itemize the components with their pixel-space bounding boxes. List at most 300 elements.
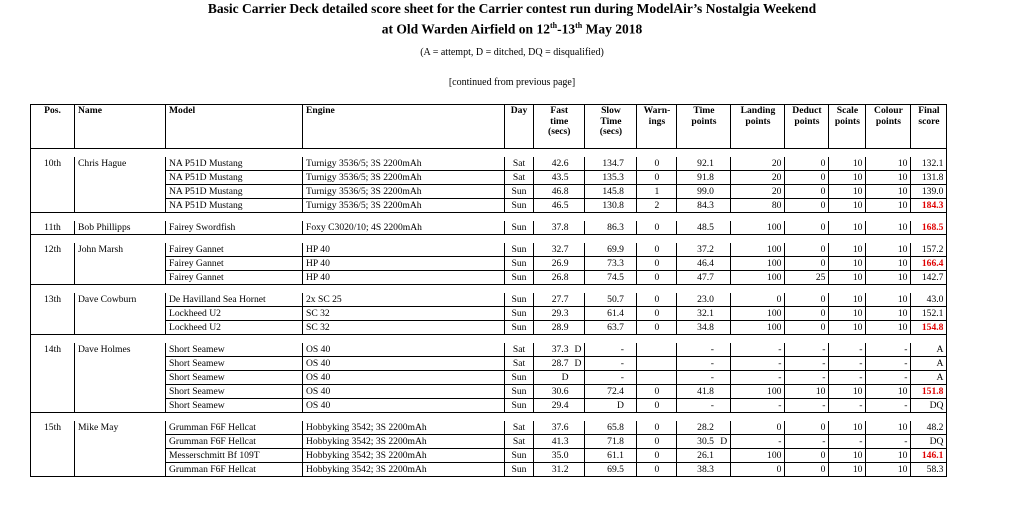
scale-cell: 10 (829, 421, 866, 435)
colour-cell: 10 (866, 307, 911, 321)
fflag-cell (572, 293, 585, 307)
day-cell: Sun (505, 371, 534, 385)
spacer-row (31, 413, 947, 422)
flag-cell (627, 293, 637, 307)
ded-cell: 0 (785, 463, 829, 477)
land-cell: 0 (731, 463, 785, 477)
ded-cell: - (785, 343, 829, 357)
table-row (31, 399, 947, 413)
table-row (31, 257, 947, 271)
flag-cell (627, 157, 637, 171)
spacer-row (31, 149, 947, 158)
fflag-cell (572, 171, 585, 185)
fast-cell: 29.3 (534, 307, 572, 321)
pilot-name-cell: Dave Cowburn (75, 293, 166, 307)
model-cell: Messerschmitt Bf 109T (166, 449, 303, 463)
position-cell: 12th (43, 244, 62, 256)
day-cell: Sun (505, 399, 534, 413)
engine-cell: Foxy C3020/10; 4S 2200mAh (303, 221, 505, 235)
model-cell: Short Seamew (166, 399, 303, 413)
title-line-2: at Old Warden Airfield on 12th-13th May 2018 (381, 21, 643, 37)
colour-cell: 10 (866, 157, 911, 171)
table-row (31, 243, 947, 257)
tp-cell: 37.2 (677, 243, 717, 257)
colour-cell: 10 (866, 257, 911, 271)
colour-cell: 10 (866, 199, 911, 213)
flag-cell (627, 435, 637, 449)
final-cell: 48.2 (911, 421, 947, 435)
land-cell: - (731, 343, 785, 357)
tflag-cell (717, 385, 731, 399)
model-cell: Short Seamew (166, 357, 303, 371)
tflag-cell (717, 185, 731, 199)
pilot-name-cell (75, 199, 166, 213)
scale-cell: 10 (829, 243, 866, 257)
slow-cell: 71.8 (585, 435, 627, 449)
flag-cell (627, 307, 637, 321)
col-warnings: Warn- ings (637, 105, 677, 149)
day-cell: Sun (505, 257, 534, 271)
pilot-name-cell (75, 463, 166, 477)
fast-cell: 42.6 (534, 157, 572, 171)
warn-cell: 1 (637, 185, 677, 199)
flag-cell (627, 399, 637, 413)
table-row (31, 199, 947, 213)
slow-cell: 145.8 (585, 185, 627, 199)
tp-cell: - (677, 371, 717, 385)
ded-cell: 0 (785, 243, 829, 257)
ded-cell: 0 (785, 185, 829, 199)
warn-cell: 0 (637, 449, 677, 463)
position-cell: 14th (43, 344, 62, 356)
day-cell: Sat (505, 357, 534, 371)
ded-cell: 25 (785, 271, 829, 285)
day-cell: Sat (505, 171, 534, 185)
col-landing: Landing points (731, 105, 785, 149)
table-row (31, 357, 947, 371)
fflag-cell (572, 257, 585, 271)
tp-cell: 46.4 (677, 257, 717, 271)
fflag-cell: D (572, 357, 585, 371)
position-cell: 11th (31, 221, 75, 235)
fast-cell: 37.8 (534, 221, 572, 235)
day-cell: Sun (505, 307, 534, 321)
tflag-cell (717, 199, 731, 213)
engine-cell: OS 40 (303, 399, 505, 413)
fast-cell: 26.8 (534, 271, 572, 285)
final-cell: 157.2 (911, 243, 947, 257)
col-slow: Slow Time (secs) (585, 105, 637, 149)
colour-cell: 10 (866, 243, 911, 257)
table-row (31, 307, 947, 321)
engine-cell: Turnigy 3536/5; 3S 2200mAh (303, 157, 505, 171)
day-cell: Sun (505, 321, 534, 335)
position-cell (31, 257, 75, 271)
tflag-cell (717, 257, 731, 271)
position-cell (31, 357, 75, 371)
final-cell: 131.8 (911, 171, 947, 185)
position-cell (31, 321, 75, 335)
model-cell: Short Seamew (166, 343, 303, 357)
engine-cell: HP 40 (303, 243, 505, 257)
pilot-name-cell (75, 185, 166, 199)
slow-cell: 135.3 (585, 171, 627, 185)
tflag-cell (717, 463, 731, 477)
colour-cell: - (866, 343, 911, 357)
final-cell: 154.8 (911, 321, 947, 335)
tp-cell: 41.8 (677, 385, 717, 399)
slow-cell: 69.9 (585, 243, 627, 257)
fflag-cell (572, 271, 585, 285)
warn-cell: 0 (637, 421, 677, 435)
position-cell (31, 307, 75, 321)
slow-cell: 61.1 (585, 449, 627, 463)
ded-cell: 10 (785, 385, 829, 399)
spacer-row (31, 235, 947, 244)
spacer-row (31, 285, 947, 294)
flag-cell (627, 321, 637, 335)
table-row (31, 293, 947, 307)
land-cell: 100 (731, 271, 785, 285)
fast-cell: 46.8 (534, 185, 572, 199)
warn-cell: 0 (637, 271, 677, 285)
ded-cell: 0 (785, 307, 829, 321)
model-cell: Fairey Gannet (166, 243, 303, 257)
warn-cell (637, 357, 677, 371)
flag-cell (627, 221, 637, 235)
warn-cell: 0 (637, 463, 677, 477)
land-cell: 20 (731, 157, 785, 171)
fast-cell: 30.6 (534, 385, 572, 399)
position-cell (31, 199, 75, 213)
flag-cell (627, 385, 637, 399)
tp-cell: 23.0 (677, 293, 717, 307)
model-cell: Fairey Swordfish (166, 221, 303, 235)
land-cell: 100 (731, 449, 785, 463)
model-cell: Short Seamew (166, 385, 303, 399)
tp-cell: - (677, 343, 717, 357)
pilot-name-cell (75, 371, 166, 385)
colour-cell: - (866, 357, 911, 371)
ded-cell: 0 (785, 293, 829, 307)
land-cell: 80 (731, 199, 785, 213)
final-cell: 151.8 (911, 385, 947, 399)
flag-cell (627, 357, 637, 371)
fflag-cell (572, 243, 585, 257)
table-row (31, 371, 947, 385)
tp-cell: 32.1 (677, 307, 717, 321)
tp-cell: 48.5 (677, 221, 717, 235)
col-deduct: Deduct points (785, 105, 829, 149)
day-cell: Sun (505, 449, 534, 463)
final-cell: 139.0 (911, 185, 947, 199)
final-cell: A (911, 343, 947, 357)
ded-cell: - (785, 435, 829, 449)
position-cell: 10th (43, 158, 62, 170)
model-cell: Lockheed U2 (166, 307, 303, 321)
scale-cell: 10 (829, 199, 866, 213)
fast-cell: D (534, 371, 572, 385)
slow-cell: - (585, 371, 627, 385)
slow-cell: 72.4 (585, 385, 627, 399)
tp-cell: 26.1 (677, 449, 717, 463)
scale-cell: 10 (829, 221, 866, 235)
table-row (31, 449, 947, 463)
tp-cell: 84.3 (677, 199, 717, 213)
flag-cell (627, 271, 637, 285)
scale-cell: 10 (829, 463, 866, 477)
day-cell: Sun (505, 293, 534, 307)
colour-cell: 10 (866, 449, 911, 463)
pilot-name-cell (75, 257, 166, 271)
final-cell: A (911, 371, 947, 385)
fast-cell: 35.0 (534, 449, 572, 463)
land-cell: 0 (731, 293, 785, 307)
land-cell: - (731, 399, 785, 413)
engine-cell: Hobbyking 3542; 3S 2200mAh (303, 449, 505, 463)
tp-cell: 34.8 (677, 321, 717, 335)
warn-cell: 0 (637, 307, 677, 321)
scale-cell: 10 (829, 385, 866, 399)
flag-cell (627, 421, 637, 435)
engine-cell: HP 40 (303, 257, 505, 271)
table-row (31, 321, 947, 335)
ded-cell: 0 (785, 321, 829, 335)
tflag-cell (717, 421, 731, 435)
land-cell: 20 (731, 171, 785, 185)
engine-cell: 2x SC 25 (303, 293, 505, 307)
col-engine: Engine (303, 105, 505, 149)
day-cell: Sat (505, 343, 534, 357)
slow-cell: 86.3 (585, 221, 627, 235)
fflag-cell (572, 385, 585, 399)
model-cell: Lockheed U2 (166, 321, 303, 335)
day-cell: Sun (505, 463, 534, 477)
ded-cell: 0 (785, 421, 829, 435)
model-cell: NA P51D Mustang (166, 199, 303, 213)
engine-cell: OS 40 (303, 357, 505, 371)
fast-cell: 29.4 (534, 399, 572, 413)
ded-cell: 0 (785, 157, 829, 171)
colour-cell: 10 (866, 171, 911, 185)
tp-cell: 99.0 (677, 185, 717, 199)
slow-cell: - (585, 343, 627, 357)
day-cell: Sat (505, 435, 534, 449)
col-colour: Colour points (866, 105, 911, 149)
fast-cell: 37.3 (534, 343, 572, 357)
scale-cell: 10 (829, 157, 866, 171)
final-cell: 142.7 (911, 271, 947, 285)
fast-cell: 43.5 (534, 171, 572, 185)
fflag-cell (572, 157, 585, 171)
day-cell: Sun (505, 385, 534, 399)
scale-cell: - (829, 371, 866, 385)
fflag-cell (572, 371, 585, 385)
pilot-name-cell: Bob Phillipps (75, 221, 166, 235)
fast-cell: 37.6 (534, 421, 572, 435)
tflag-cell (717, 399, 731, 413)
model-cell: NA P51D Mustang (166, 171, 303, 185)
final-cell: 146.1 (911, 449, 947, 463)
fast-cell: 28.9 (534, 321, 572, 335)
tp-cell: 28.2 (677, 421, 717, 435)
fflag-cell: D (572, 343, 585, 357)
pilot-name-cell (75, 357, 166, 371)
model-cell: Grumman F6F Hellcat (166, 421, 303, 435)
table-row (31, 385, 947, 399)
fast-cell: 32.7 (534, 243, 572, 257)
flag-cell (627, 343, 637, 357)
final-cell: 132.1 (911, 157, 947, 171)
fflag-cell (572, 185, 585, 199)
colour-cell: 10 (866, 463, 911, 477)
tflag-cell (717, 157, 731, 171)
pilot-name-cell (75, 449, 166, 463)
position-cell (31, 399, 75, 413)
scale-cell: 10 (829, 271, 866, 285)
land-cell: 0 (731, 421, 785, 435)
col-time-points: Time points (677, 105, 731, 149)
position-cell (31, 371, 75, 385)
position-cell (31, 171, 75, 185)
table-row (31, 157, 947, 171)
table-row (31, 171, 947, 185)
slow-cell: 74.5 (585, 271, 627, 285)
ded-cell: - (785, 357, 829, 371)
position-cell (31, 435, 75, 449)
land-cell: - (731, 357, 785, 371)
tp-cell: 30.5 (677, 435, 717, 449)
ded-cell: 0 (785, 257, 829, 271)
day-cell: Sun (505, 185, 534, 199)
model-cell: Fairey Gannet (166, 257, 303, 271)
fflag-cell (572, 307, 585, 321)
tflag-cell (717, 357, 731, 371)
warn-cell: 0 (637, 435, 677, 449)
pilot-name-cell (75, 399, 166, 413)
pilot-name-cell (75, 321, 166, 335)
tflag-cell (717, 271, 731, 285)
final-cell: DQ (911, 399, 947, 413)
scale-cell: 10 (829, 321, 866, 335)
tflag-cell (717, 243, 731, 257)
model-cell: Grumman F6F Hellcat (166, 435, 303, 449)
slow-cell: 134.7 (585, 157, 627, 171)
fflag-cell (572, 435, 585, 449)
col-final: Final score (911, 105, 947, 149)
legend-note: (A = attempt, D = ditched, DQ = disqualified) (420, 47, 604, 58)
land-cell: 100 (731, 307, 785, 321)
table-row (31, 221, 947, 235)
position-cell: 13th (43, 294, 62, 306)
slow-cell: 69.5 (585, 463, 627, 477)
tp-cell: - (677, 357, 717, 371)
land-cell: 100 (731, 385, 785, 399)
tp-cell: 47.7 (677, 271, 717, 285)
colour-cell: - (866, 371, 911, 385)
engine-cell: SC 32 (303, 307, 505, 321)
fflag-cell (572, 449, 585, 463)
title-line-1: Basic Carrier Deck detailed score sheet for the Carrier contest run during ModelAir’s Nostalgia Weekend (207, 1, 817, 16)
continued-note: [continued from previous page] (448, 77, 576, 88)
ded-cell: 0 (785, 449, 829, 463)
model-cell: Short Seamew (166, 371, 303, 385)
day-cell: Sun (505, 243, 534, 257)
tp-cell: 91.8 (677, 171, 717, 185)
warn-cell: 0 (637, 257, 677, 271)
spacer-row (31, 213, 947, 222)
final-cell: 168.5 (911, 221, 947, 235)
model-cell: Fairey Gannet (166, 271, 303, 285)
final-cell: A (911, 357, 947, 371)
scale-cell: 10 (829, 185, 866, 199)
ded-cell: - (785, 371, 829, 385)
pilot-name-cell (75, 171, 166, 185)
warn-cell: 0 (637, 293, 677, 307)
model-cell: Grumman F6F Hellcat (166, 463, 303, 477)
engine-cell: Turnigy 3536/5; 3S 2200mAh (303, 185, 505, 199)
final-cell: DQ (911, 435, 947, 449)
slow-cell: D (585, 399, 627, 413)
day-cell: Sun (505, 271, 534, 285)
tflag-cell: D (717, 435, 731, 449)
tflag-cell (717, 293, 731, 307)
flag-cell (627, 199, 637, 213)
pilot-name-cell: Dave Holmes (75, 343, 166, 357)
final-cell: 58.3 (911, 463, 947, 477)
colour-cell: 10 (866, 271, 911, 285)
model-cell: De Havilland Sea Hornet (166, 293, 303, 307)
tp-cell: 92.1 (677, 157, 717, 171)
flag-cell (627, 449, 637, 463)
flag-cell (627, 257, 637, 271)
tflag-cell (717, 371, 731, 385)
pilot-name-cell (75, 385, 166, 399)
warn-cell (637, 343, 677, 357)
colour-cell: 10 (866, 321, 911, 335)
day-cell: Sun (505, 221, 534, 235)
land-cell: 100 (731, 243, 785, 257)
day-cell: Sat (505, 421, 534, 435)
fast-cell: 31.2 (534, 463, 572, 477)
col-pos: Pos. (31, 105, 75, 149)
position-cell: 15th (43, 422, 62, 434)
land-cell: - (731, 435, 785, 449)
table-row (31, 185, 947, 199)
pilot-name-cell (75, 307, 166, 321)
pilot-name-cell: John Marsh (75, 243, 166, 257)
warn-cell: 0 (637, 171, 677, 185)
fflag-cell (572, 421, 585, 435)
col-name: Name (75, 105, 166, 149)
position-cell (31, 463, 75, 477)
tflag-cell (717, 449, 731, 463)
header-row (31, 105, 947, 149)
score-body (31, 149, 947, 477)
flag-cell (627, 371, 637, 385)
col-model: Model (166, 105, 303, 149)
position-cell (31, 385, 75, 399)
engine-cell: OS 40 (303, 385, 505, 399)
colour-cell: - (866, 399, 911, 413)
scale-cell: - (829, 357, 866, 371)
warn-cell (637, 371, 677, 385)
ded-cell: 0 (785, 199, 829, 213)
slow-cell: 130.8 (585, 199, 627, 213)
flag-cell (627, 243, 637, 257)
scale-cell: 10 (829, 307, 866, 321)
table-row (31, 435, 947, 449)
